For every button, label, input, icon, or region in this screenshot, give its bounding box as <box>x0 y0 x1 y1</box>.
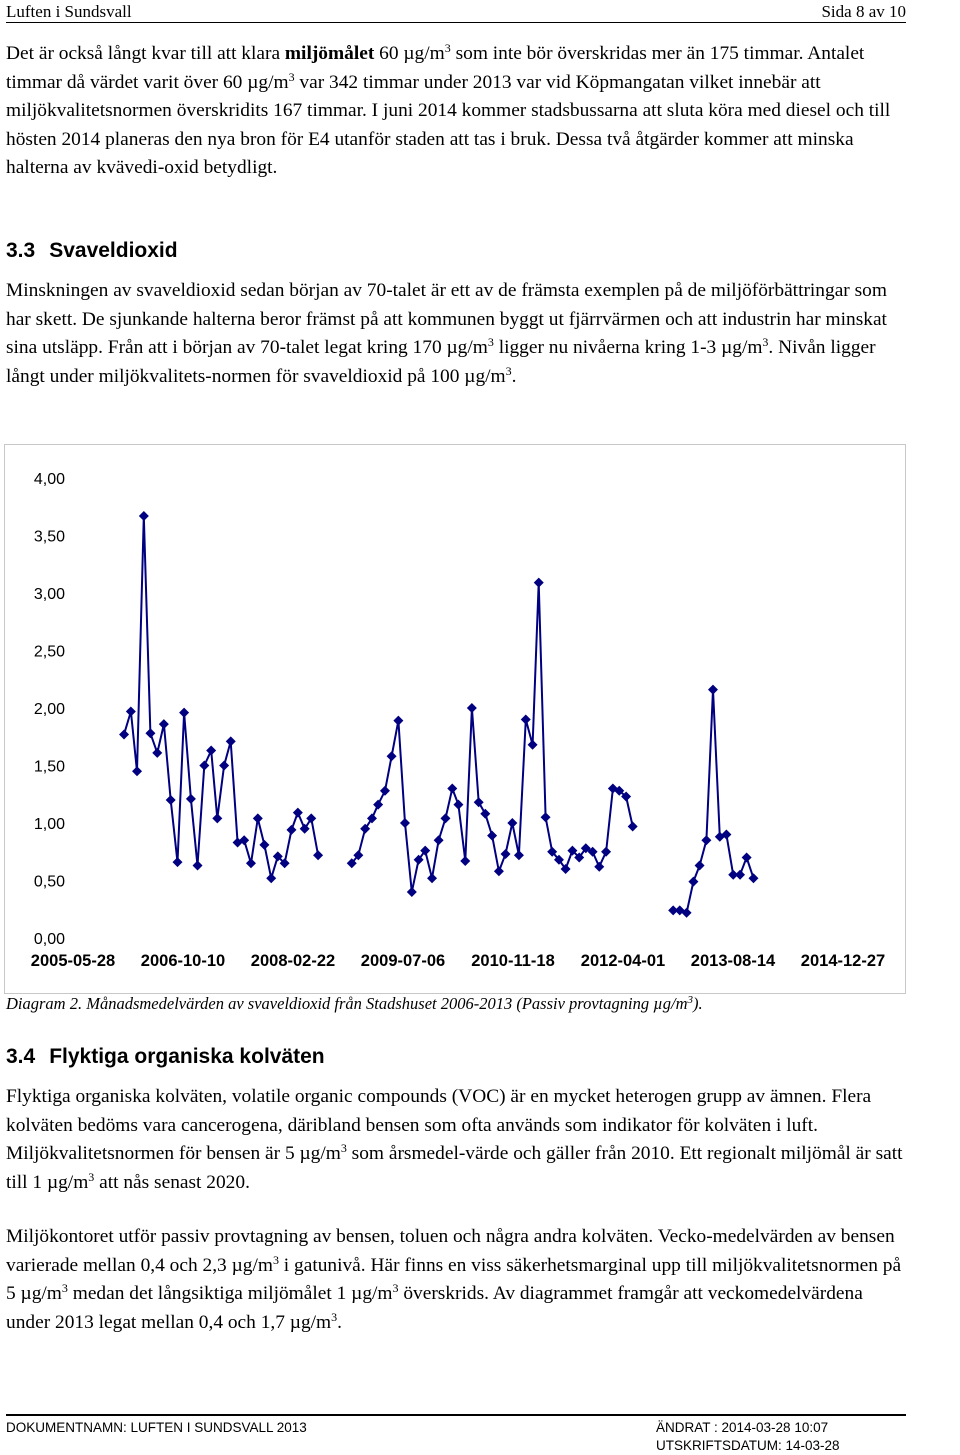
data-point-marker <box>132 766 142 776</box>
data-point-marker <box>266 873 276 883</box>
data-point-marker <box>434 835 444 845</box>
data-point-marker <box>467 703 477 713</box>
data-point-marker <box>688 877 698 887</box>
so2-chart <box>4 444 906 994</box>
data-point-marker <box>166 795 176 805</box>
data-point-marker <box>253 813 263 823</box>
data-point-marker <box>708 685 718 695</box>
x-tick-label: 2013-08-14 <box>690 952 776 970</box>
data-point-marker <box>514 850 524 860</box>
voc-paragraph-1: Flyktiga organiska kolväten, volatile organic compounds (VOC) är en mycket heterogen grupp av ämnen. Flera kolväten bedöms vara cancerogena, däribland bensen som ofta används som indikator för kolväten i luft. Miljökvalitetsnormen för bensen är 5 $\mu g/m^3$ som årsmedel-värde och gäller från 2010. Ett regionalt miljömål är satt till 1 $\mu g/m^3$ att nås senast 2020. <box>6 1086 903 1193</box>
footer-changed: ÄNDRAT : 2014-03-28 10:07 <box>656 1420 829 1435</box>
x-tick-label: 2009-07-06 <box>360 952 446 970</box>
data-point-marker <box>246 858 256 868</box>
series-line <box>352 583 633 892</box>
series-line <box>673 690 753 913</box>
miljomalet-bold: miljömålet <box>284 43 375 64</box>
footer-docname: DOKUMENTNAMN: LUFTEN I SUNDSVALL 2013 <box>6 1420 307 1435</box>
data-point-marker <box>742 853 752 863</box>
y-tick-label: 0,50 <box>33 873 65 891</box>
data-point-marker <box>440 813 450 823</box>
data-point-marker <box>453 800 463 810</box>
section-heading-3-4: 3.4 Flyktiga organiska kolväten <box>6 1045 325 1068</box>
data-point-marker <box>594 862 604 872</box>
data-point-marker <box>145 728 155 738</box>
data-point-marker <box>393 716 403 726</box>
page-footer <box>6 1414 906 1453</box>
data-point-marker <box>313 850 323 860</box>
data-point-marker <box>748 873 758 883</box>
data-point-marker <box>212 813 222 823</box>
data-point-marker <box>521 715 531 725</box>
intro-paragraph: Det är också långt kvar till att klara miljömålet 60 $\mu g/m^3$ som inte bör överskridas mer än 175 timmar. Antalet timmar då värdet varit över 60 $\mu g/m^3$ var 342 timmar under 2013 var vid Köpmangatan vilket innebär att miljökvalitetsnormen överskridits 167 timmar. I juni 2014 kommer stadsbussarna att sluta köra med diesel och till hösten 2014 planeras den nya bron för E4 utanför staden att tas i bruk. Dessa två åtgärder kommer att minska halterna av kvävedi-oxid betydligt. <box>6 41 891 178</box>
section-heading-3-3: 3.3 Svaveldioxid <box>6 239 178 262</box>
data-point-marker <box>541 812 551 822</box>
data-point-marker <box>701 835 711 845</box>
data-point-marker <box>293 808 303 818</box>
y-tick-label: 2,00 <box>33 701 65 718</box>
x-tick-label: 2005-05-28 <box>30 952 116 970</box>
data-point-marker <box>628 821 638 831</box>
y-tick-label: 0,00 <box>33 931 65 948</box>
data-point-marker <box>447 784 457 794</box>
series-line <box>124 516 318 878</box>
x-tick-label: 2006-10-10 <box>140 952 226 970</box>
data-point-marker <box>152 748 162 758</box>
data-point-marker <box>501 849 511 859</box>
data-point-marker <box>179 708 189 718</box>
y-tick-label: 3,50 <box>33 528 65 546</box>
data-point-marker <box>460 856 470 866</box>
page-header <box>6 2 906 23</box>
x-tick-label: 2010-11-18 <box>471 952 555 970</box>
data-point-marker <box>407 887 417 897</box>
voc-paragraph-2: Miljökontoret utför passiv provtagning av bensen, toluen och några andra kolväten. Vecko-medelvärden av bensen varierade mellan 0,4 och 2,3 $\mu g/m^3$ i gatunivå. Här finns en viss säkerhetsmarginal upp till miljökvalitetsnormen på 5 $\mu g/m^3$ medan det långsiktiga miljömålet 1 $\mu g/m^3$ överskrids. Av diagrammet framgår att veckomedelvärdena under 2013 legat mellan 0,4 och 1,7 $\mu g/m^3$. <box>6 1226 902 1333</box>
data-point-marker <box>735 870 745 880</box>
data-point-marker <box>193 861 203 871</box>
svaveldioxid-paragraph: Minskningen av svaveldioxid sedan början av 70-talet är ett av de främsta exemplen på de miljöförbättringar som har skett. De sjunkande halterna beror främst på att kommunen byggt ut fjärrvärmen och att industrin har minskat sina utsläpp. Från att i början av 70-talet legat kring 170 $\mu g/m^3$ ligger nu nivåerna kring 1-3 $\mu g/m^3$. Nivån ligger långt under miljökvalitets-normen för svaveldioxid på 100 $\mu g/m^3$. <box>6 280 887 387</box>
data-point-marker <box>159 719 169 729</box>
y-tick-label: 4,00 <box>33 471 65 488</box>
data-point-marker <box>400 818 410 828</box>
y-tick-label: 1,00 <box>33 816 65 833</box>
data-point-marker <box>534 578 544 588</box>
page-number: Sida 8 av 10 <box>821 2 906 21</box>
data-point-marker <box>186 794 196 804</box>
data-point-marker <box>427 873 437 883</box>
data-point-marker <box>367 813 377 823</box>
data-point-marker <box>306 813 316 823</box>
data-point-marker <box>695 861 705 871</box>
data-point-marker <box>259 840 269 850</box>
y-tick-label: 1,50 <box>33 758 65 776</box>
data-point-marker <box>139 511 149 521</box>
data-point-marker <box>528 740 538 750</box>
data-point-marker <box>480 809 490 819</box>
data-point-marker <box>507 818 517 828</box>
data-point-marker <box>173 857 183 867</box>
data-point-marker <box>487 831 497 841</box>
y-tick-label: 2,50 <box>33 643 65 661</box>
chart-svg <box>5 445 905 993</box>
data-point-marker <box>474 797 484 807</box>
diagram-caption: Diagram 2. Månadsmedelvärden av svaveldioxid från Stadshuset 2006-2013 (Passiv provtagning $\mu g/m^3$). <box>6 994 703 1013</box>
data-point-marker <box>387 751 397 761</box>
x-tick-label: 2008-02-22 <box>250 952 336 970</box>
data-point-marker <box>226 736 236 746</box>
data-point-marker <box>119 729 129 739</box>
x-tick-label: 2012-04-01 <box>580 952 666 970</box>
data-point-marker <box>300 824 310 834</box>
x-tick-label: 2014-12-27 <box>800 952 886 970</box>
data-point-marker <box>126 706 136 716</box>
data-point-marker <box>219 761 229 771</box>
data-point-marker <box>286 825 296 835</box>
data-point-marker <box>199 761 209 771</box>
data-point-marker <box>373 800 383 810</box>
data-point-marker <box>494 866 504 876</box>
data-point-marker <box>206 746 216 756</box>
data-point-marker <box>380 786 390 796</box>
data-point-marker <box>601 847 611 857</box>
y-tick-label: 3,00 <box>33 586 65 603</box>
header-title: Luften i Sundsvall <box>6 2 132 21</box>
footer-printed: UTSKRIFTSDATUM: 14-03-28 <box>656 1438 840 1453</box>
